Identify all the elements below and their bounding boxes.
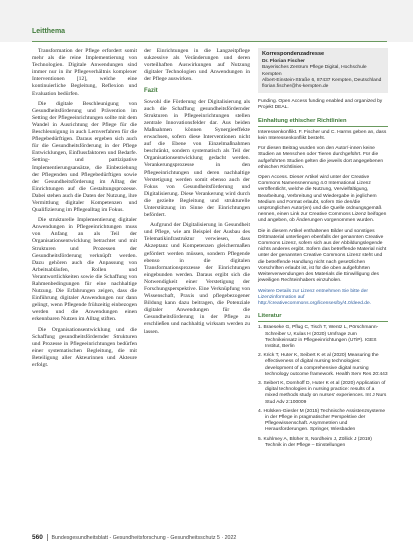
section-label: Leitthema	[32, 28, 66, 35]
ethics-heading: Einhaltung ethischer Richtlinien	[258, 118, 388, 127]
column-middle	[144, 48, 250, 339]
column-right	[258, 48, 388, 452]
section-heading-fazit: Fazit	[144, 88, 158, 95]
ethics-paragraph: Interessenkonflikt. F. Fischer und C. Harms geben an, dass kein Interessenkonflikt besteht.	[258, 129, 387, 142]
reference-item: 3. Seibert K, Domhoff D, Huter K et al (2020) Application of digital technologies in nursing practice: results of a mixed methods study on nurses' experiences. Int J Nurs Stud Adv 2:100009	[258, 380, 387, 405]
literature-heading: Literatur	[258, 313, 388, 322]
ethics-paragraph: Die in diesem Artikel enthaltenen Bilder und sonstiges Drittmaterial unterliegen ebenfalls der genannten Creative Commons Lizenz, sofern sich aus der Abbildungslegende nichts anderes ergibt. Sofern das betreffende Material nicht unter der genannten Creative Commons Lizenz steht und die betreffende Handlung nicht nach gesetzlichen Vorschriften erlaubt ist, ist für die oben aufgeführten Weiterverwendungen des Materials die Einwilligung des jeweiligen Rechteinhabers einzuholen.	[258, 228, 387, 284]
body-paragraph: Die strukturelle Implementierung digitaler Anwendungen in Pflegeeinrichtungen muss von Anfang an als Teil der Organisationsentwicklung betrachtet und mit Strukturen und Prozessen der Gesundheitsförderung verknüpft werden. Dazu gehören auch die Anpassung von Arbeitsabläufen, Rollen und Verantwortlichkeiten sowie die Schaffung von Rahmenbedingungen für eine nachhaltige Nutzung. Die Erfahrungen zeigen, dass die Einführung digitaler Anwendungen nur dann gelingt, wenn Pflegende frühzeitig einbezogen werden und die Anwendungen einen erkennbaren Nutzen im Alltag stiften.	[32, 217, 137, 323]
license-link[interactable]: Weitere Details zur Lizenz entnehmen Sie bitte der Lizenzinformation auf http://creativecommons.org/licenses/by/4.0/deed.de.	[258, 288, 372, 306]
funding-note: Funding. Open Access funding enabled and organized by Projekt DEAL.	[258, 99, 383, 111]
reference-item: 1. Braeseke G, Pflug C, Tisch T, Wentz L, Pörschmann-Schreiber U, Kulas H (2020) Umfrage zum Technikeinsatz in Pflegeeinrichtungen (UTiP). IGES Institut, Berlin	[258, 325, 379, 349]
correspondence-title: Korrespondenzadresse	[262, 51, 325, 57]
body-paragraph: Die digitale Beschleunigung von Gesundheitsförderung und Prävention im Setting der Pflegeeinrichtungen sollte mit dem Wandel in Ausrichtung der Pflege für die Beschleunigung in auch Lernverfahren für die Pflegebedürftigen. Daraus ergeben sich auch für die Gesundheitsförderung in der Pflege Entwicklungen, Einflussfaktoren und Bedarfe. Setting- und partizipative Implementierungsansätze, die Einbeziehung der Pflegenden und Pflegebedürftigen sowie der Gesundheitsförderung im Alltag der Einrichtungen auf die Gestaltungsprozesse. Dabei stehen auch die Daten der Nutzung, ihre Vermittlung digitaler Kompetenzen und Qualifizierung im Pflegealltag im Fokus.	[32, 100, 137, 214]
page-footer	[32, 534, 236, 541]
correspondence-box	[258, 48, 388, 93]
body-paragraph: Die Organisationsentwicklung und die Schaffung gesundheitsfördernder Strukturen und Prozesse in Pflegeeinrichtungen bedürfen einer systematischen Begleitung, die mit Beteiligung aller Akteurinnen und Akteure erfolgt.	[32, 326, 137, 369]
column-left	[32, 48, 137, 372]
correspondence-line: Albert-Einstein-Straße 6, 87437 Kempten, Deutschland	[262, 77, 382, 83]
correspondence-name: Dr. Florian Fischer	[262, 59, 305, 65]
header-rule	[32, 41, 387, 42]
body-paragraph: der Einrichtungen in die Langzeitpflege sukzessive als Veränderungen und deren vorteilhaften Auswirkungen auf Nutzung digitaler Technologien und Anwendungen in der Pflege auswirken.	[144, 48, 250, 83]
reference-item: 2. Krick T, Huter K, Seibert K et al (2020) Measuring the effectiveness of digital nursing technologies: development of a comprehensive digital nursing technology outcome framework. Health Serv Res 20:443	[258, 353, 388, 377]
body-paragraph: Aufgrund der Digitalisierung in Gesundheit und Pflege, wie am Beispiel der Ausbau des Telematikinfrastruktur verwiesen, dass Akzeptanz und Kompetenzen gleichermaßen gefördert werden müssen, sondern Pflegende ebenso in die digitalen Transformationsprozesse der Einrichtungen eingebunden werden. Daraus ergibt sich die Notwendigkeit einer Verstetigung der Forschungsperspektive. Eine Verknüpfung von Wissenschaft, Praxis und pflegebezogener Bildung kann dazu beitragen, die Potenziale digitaler Anwendungen für die Gesundheitsförderung in der Pflege zu erschließen und nachhaltig wirksam werden zu lassen.	[144, 222, 250, 335]
body-paragraph: Transformation der Pflege erfordert somit mehr als die reine Implementierung von Technologien. Digitale Anwendungen sind immer nur in ihr Pflegeverhältnis komplexer Interventionen [12], welche eine kontinuierliche Begleitung, Reflexion und Evaluation bedürfen.	[32, 48, 137, 97]
page-number: 560	[32, 534, 43, 541]
body-paragraph: Sowohl die Förderung der Digitalisierung als auch die Schaffung gesundheitsfördernder Strukturen in Pflegeeinrichtungen stellen zentrale Innovationsfelder dar. Aus beiden Maßnahmen können Synergieeffekte erwachsen, sofern diese Interventionen nicht auf die Ebene von Einzelmaßnahmen beschränkt, sondern systematisch als Teil der Organisationsentwicklung gedacht werden. Verankerungsprozesse in den Pflegeeinrichtungen und deren nachhaltige Verstetigung werden somit ebenso auch der Fokus von Gesundheitsförderung und Digitalisierung. Diese Verankerung wird durch die gezielte Begleitung und strukturelle Unterstützung im Sinne der Einrichtungen befördert.	[144, 98, 250, 219]
footer-divider	[47, 534, 48, 541]
correspondence-email: florian.fischer@hs-kempten.de	[262, 84, 329, 90]
reference-item: 5. Kuhlmey A, Blüher S, Nordheim J, Zöllick J (2019) Technik in der Pflege – Einstellungen	[258, 436, 372, 448]
correspondence-line: Bayerisches Zentrum Pflege Digital, Hochschule Kempten	[262, 65, 367, 77]
reference-item: 4. Hülsken-Giesler M (2015) Technische Assistenzsysteme in der Pflege in pragmatischer Perspektive der Pflegewissenschaft. Asymmetrien und Herausforderungen. Springer, Wiesbaden	[258, 408, 386, 433]
header-band	[0, 0, 413, 42]
journal-citation: Bundesgesundheitsblatt - Gesundheitsforschung - Gesundheitsschutz 5 · 2022	[51, 535, 237, 541]
ethics-paragraph: Open Access. Dieser Artikel wird unter der Creative Commons Namensnennung 4.0 International Lizenz veröffentlicht, welche die Nutzung, Vervielfältigung, Bearbeitung, Verbreitung und Wiedergabe in jeglichem Medium und Format erlaubt, sofern Sie den/die ursprünglichen Autor(en) und die Quelle ordnungsgemäß nennen, einen Link zur Creative Commons Lizenz beifügen und angeben, ob Änderungen vorgenommen wurden.	[258, 175, 387, 224]
ethics-paragraph: Für diesen Beitrag wurden von den Autor/-innen keine Studien an Menschen oder Tieren durchgeführt. Für die aufgeführten Studien gelten die jeweils dort angegebenen ethischen Richtlinien.	[258, 146, 384, 170]
reference-list	[258, 325, 388, 449]
